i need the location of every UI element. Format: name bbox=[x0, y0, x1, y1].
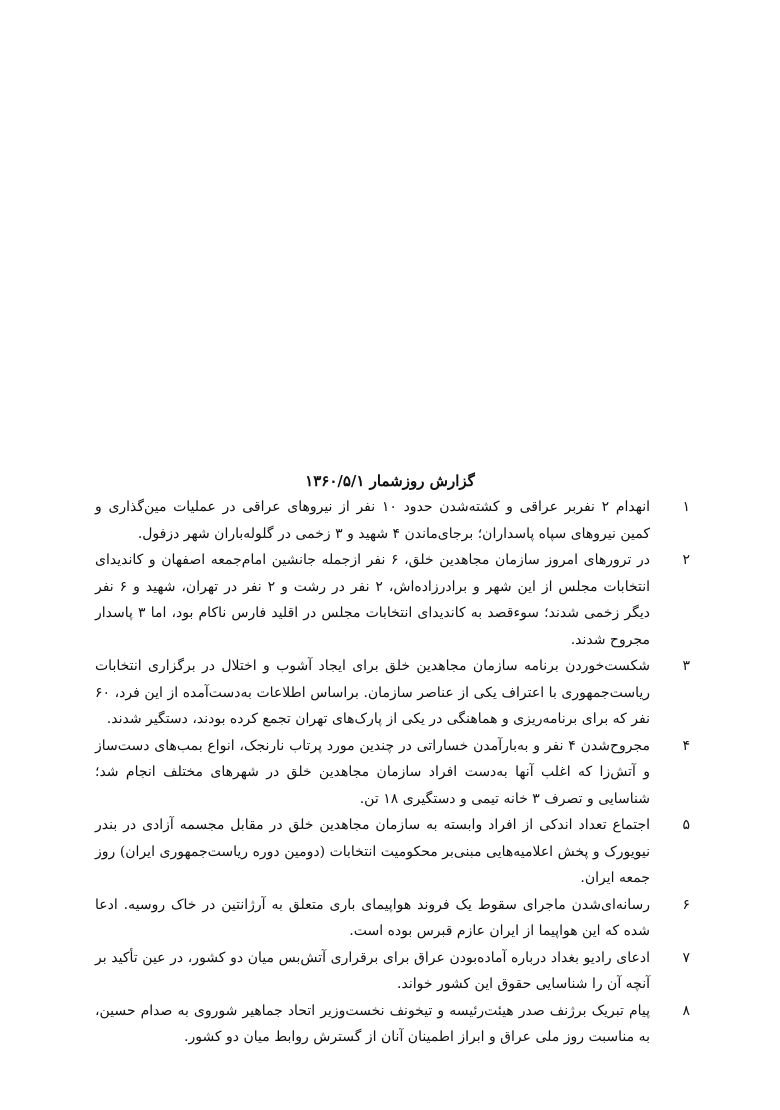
item-text: انهدام ۲ نفربر عراقی و کشته‌شدن حدود ۱۰ نفر از نیروهای عراقی در عملیات مین‌گذاری و کمین نیروهای سپاه پاسداران؛ برجای‌ماندن ۴ شهید و ۳ زخمی در گلوله‌باران شهر دزفول. bbox=[95, 499, 650, 542]
report-item bbox=[95, 733, 690, 813]
report-items-list bbox=[95, 494, 690, 1051]
item-number: ۱ bbox=[682, 499, 690, 515]
item-number: ۵ bbox=[682, 817, 690, 833]
item-text: شکست‌خوردن برنامه سازمان مجاهدین خلق برای ایجاد آشوب و اختلال در برگزاری انتخابات ریاست‌جمهوری با اعتراف یکی از عناصر سازمان. براساس اطلاعات به‌دست‌آمده از این فرد، ۶۰ نفر که برای برنامه‌ریزی و هماهنگی در یکی از پارک‌های تهران تجمع کرده بودند، دستگیر شدند. bbox=[95, 658, 650, 727]
item-number: ۷ bbox=[682, 949, 690, 966]
item-text: ادعای رادیو بغداد درباره آماده‌بودن عراق برای برقراری آتش‌بس میان دو کشور، در عین تأکید بر آنچه آن را شناسایی حقوق این کشور خواند. bbox=[95, 949, 650, 992]
item-text: اجتماع تعداد اندکی از افراد وابسته به سازمان مجاهدین خلق در مقابل مجسمه آزادی در بندر نیویورک و پخش اعلامیه‌هایی مبنی‌بر محکومیت انتخابات (دومین دوره ریاست‌جمهوری ایران) روز جمعه ایران. bbox=[95, 817, 650, 886]
report-item bbox=[95, 547, 690, 653]
item-number: ۲ bbox=[682, 552, 690, 568]
item-number: ۸ bbox=[682, 1002, 690, 1019]
report-item bbox=[95, 494, 690, 547]
report-item bbox=[95, 812, 690, 892]
report-item bbox=[95, 892, 690, 945]
item-number: ۴ bbox=[682, 737, 690, 754]
item-text: پیام تبریک برژنف صدر هیئت‌رئیسه و تیخونف نخست‌وزیر اتحاد جماهیر شوروی به صدام حسین، به مناسبت روز ملی عراق و ابراز اطمینان آنان از گسترش روابط میان دو کشور. bbox=[95, 1002, 650, 1045]
item-text: در ترورهای امروز سازمان مجاهدین خلق، ۶ نفر ازجمله جانشین امام‌جمعه اصفهان و کاندیدای انتخابات مجلس از این شهر و برادرزاده‌اش، ۲ نفر در رشت و ۲ نفر در تهران، شهید و ۶ نفر دیگر زخمی شدند؛ سوءقصد به کاندیدای انتخابات مجلس در اقلید فارس ناکام بود، اما ۳ پاسدار مجروح شدند. bbox=[95, 552, 651, 648]
item-number: ۶ bbox=[682, 896, 690, 913]
item-text: مجروح‌شدن ۴ نفر و به‌بارآمدن خساراتی در چندین مورد پرتاب نارنجک، انواع بمب‌های دست‌ساز و آتش‌زا که اغلب آنها به‌دست افراد سازمان مجاهدین خلق در شهرهای مختلف انجام شد؛ شناسایی و تصرف ۳ خانه تیمی و دستگیری ۱۸ تن. bbox=[95, 737, 650, 807]
item-number: ۳ bbox=[682, 658, 690, 674]
report-item bbox=[95, 998, 690, 1051]
report-item bbox=[95, 653, 690, 733]
item-text: رسانه‌ای‌شدن ماجرای سقوط یک فروند هواپیمای باری متعلق به آرژانتین در خاک روسیه. ادعا شده که این هواپیما از ایران عازم قبرس بوده است. bbox=[95, 896, 650, 939]
report-title: گزارش روزشمار ۱۳۶۰/۵/۱ bbox=[305, 472, 475, 490]
report-item bbox=[95, 945, 690, 998]
